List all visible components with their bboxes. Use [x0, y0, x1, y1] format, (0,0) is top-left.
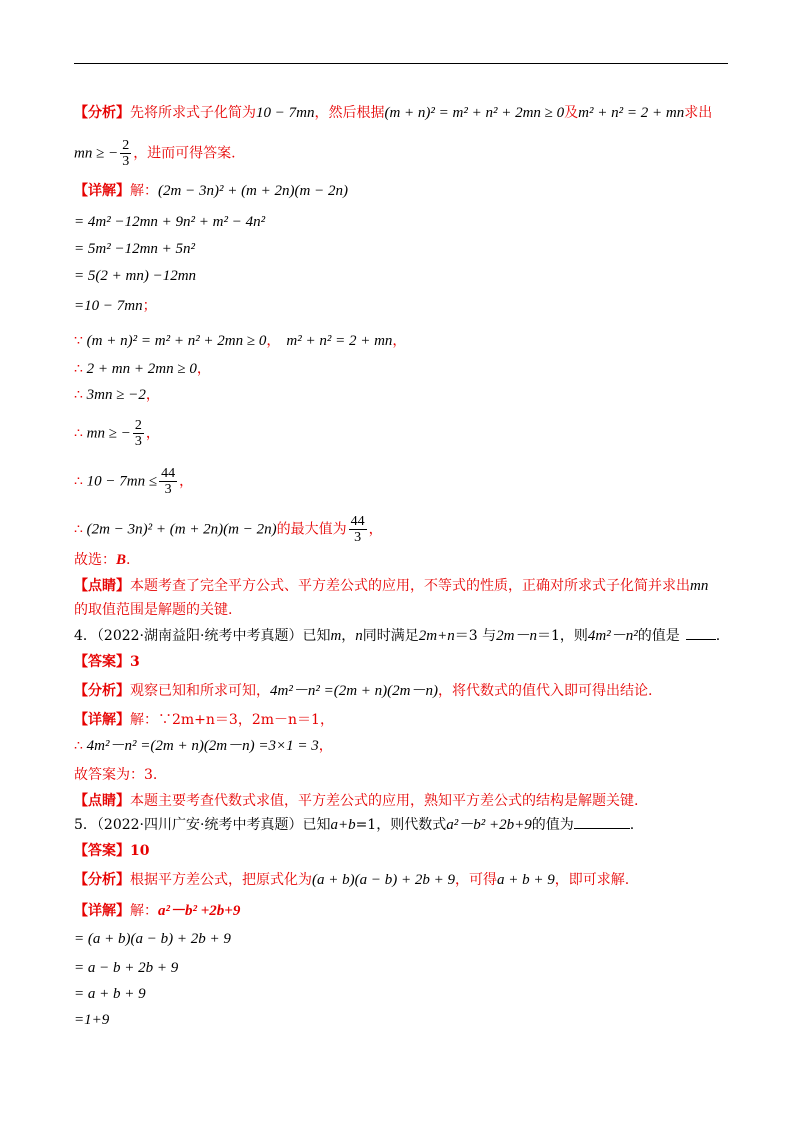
analysis-text: ，然后根据: [314, 105, 385, 121]
punctuation: ，: [196, 361, 211, 377]
punctuation: .: [715, 628, 721, 644]
punctuation: ，: [145, 425, 160, 442]
therefore-symbol: ∴: [74, 521, 83, 538]
math-expr: a + b + 9: [496, 872, 555, 888]
punctuation: ，: [145, 387, 160, 403]
detail-text: 解：: [130, 183, 158, 199]
therefore-line: [74, 466, 193, 497]
math-expr: 2 + mn + 2mn ≥ 0: [82, 361, 197, 377]
analysis-text: ，将代数式的值代入即可得出结论.: [437, 683, 653, 699]
fraction: [159, 466, 177, 497]
answer-value: 3: [130, 654, 140, 670]
final-answer-text: 故答案为：3.: [74, 767, 158, 783]
punctuation: ，: [179, 473, 194, 490]
math-expr: 2m－n: [496, 628, 537, 644]
choice-answer: B: [116, 552, 127, 568]
math-expr: (a + b)(a − b) + 2b + 9: [312, 872, 455, 888]
comment-label: 【点睛】: [74, 793, 130, 809]
q3-analysis-line1: [74, 104, 712, 122]
math-step: = a + b + 9: [74, 986, 146, 1002]
q4-detail: [74, 711, 334, 729]
therefore-line: [74, 514, 383, 545]
fraction-denominator: 3: [354, 530, 362, 545]
math-step: =1+9: [74, 1012, 110, 1028]
math-var: n: [355, 628, 363, 644]
fraction: [133, 418, 144, 449]
q5-stem: [74, 816, 634, 834]
therefore-symbol: ∴: [74, 387, 83, 403]
math-expr: 10 − 7mn: [256, 105, 315, 121]
math-expr: 10 − 7mn ≤: [82, 473, 158, 490]
detail-label: 【详解】: [74, 712, 130, 728]
because-symbol: ∵: [74, 333, 83, 349]
math-step: = 5(2 + mn) −12mn: [74, 268, 197, 284]
comment-text: 本题主要考查代数式求值，平方差公式的应用，熟知平方差公式的结构是解题关键.: [130, 793, 639, 809]
punctuation: ，: [266, 333, 281, 349]
punctuation: ；: [142, 298, 157, 314]
fraction: [120, 138, 131, 169]
punctuation: .: [126, 552, 131, 568]
fraction-numerator: 44: [350, 514, 365, 529]
header-rule: [74, 63, 728, 64]
punctuation: ，: [318, 738, 333, 754]
analysis-text: 先将所求式子化简为: [130, 105, 256, 121]
choose-line: [74, 551, 130, 569]
fraction-numerator: 2: [134, 418, 142, 433]
fraction: [349, 514, 367, 545]
math-step: =10 − 7mn: [74, 298, 143, 314]
comment-label: 【点睛】: [74, 578, 130, 594]
detail-label: 【详解】: [74, 183, 130, 199]
therefore-line: [74, 360, 211, 378]
therefore-line: [74, 418, 160, 449]
therefore-symbol: ∴: [74, 425, 83, 442]
comment-text: 本题考查了完全平方公式、平方差公式的应用，不等式的性质，正确对所求式子化简并求出: [130, 578, 690, 594]
math-expr: 2m+n: [418, 628, 455, 644]
therefore-line: [74, 386, 160, 404]
math-expr: a²－b² +2b+9: [446, 817, 532, 833]
analysis-text: 观察已知和所求可知，: [130, 683, 270, 699]
question-text: ＝1，则: [536, 628, 588, 644]
q4-comment: [74, 792, 638, 810]
question-text: 已知: [302, 817, 331, 833]
math-step-line: [74, 297, 157, 315]
q5-analysis: [74, 871, 629, 889]
analysis-text: ，即可求解.: [554, 872, 630, 888]
math-step: = (a + b)(a − b) + 2b + 9: [74, 931, 231, 947]
fraction-denominator: 3: [164, 482, 172, 497]
math-expr: m² + n² = 2 + mn: [578, 105, 685, 121]
answer-value: 10: [130, 843, 150, 859]
punctuation: ，: [368, 521, 383, 538]
q3-analysis-line2: [74, 138, 236, 169]
q5-detail: [74, 902, 240, 920]
math-expr: 4m²－n² =(2m + n)(2m－n) =3×1 = 3: [82, 738, 319, 754]
punctuation: ，: [392, 333, 407, 349]
math-expr: (m + n)² = m² + n² + 2mn ≥ 0: [384, 105, 565, 121]
analysis-text: ，可得: [454, 872, 497, 888]
answer-blank: [574, 816, 630, 829]
q4-analysis: [74, 682, 652, 700]
question-source: （2022·湖南益阳·统考中考真题）: [96, 628, 303, 644]
answer-label: 【答案】: [74, 843, 130, 859]
math-expr: a+b: [330, 817, 356, 833]
therefore-symbol: ∴: [74, 738, 83, 754]
choose-text: 故选：: [74, 552, 116, 568]
fraction-numerator: 44: [161, 466, 176, 481]
math-expr: (m + n)² = m² + n² + 2mn ≥ 0: [82, 333, 267, 349]
fraction-numerator: 2: [122, 138, 130, 153]
question-text: 的值是: [637, 628, 680, 644]
analysis-label: 【分析】: [74, 872, 130, 888]
math-step: = 4m² −12mn + 9n² + m² − 4n²: [74, 214, 266, 230]
analysis-text: ，进而可得答案.: [133, 145, 236, 162]
math-var: m: [330, 628, 342, 644]
math-expr: (2m − 3n)² + (m + 2n)(m − 2n): [82, 521, 277, 538]
math-expr: mn ≥ −: [82, 425, 131, 442]
analysis-text: 求出: [684, 105, 713, 121]
conclusion-text: 的最大值为: [276, 521, 347, 538]
math-expr: 4m²－n² =(2m + n)(2m－n): [270, 683, 438, 699]
because-line: [74, 332, 406, 350]
math-expr: m² + n² = 2 + mn: [286, 333, 393, 349]
detail-label: 【详解】: [74, 903, 130, 919]
q5-answer: [74, 842, 149, 860]
detail-text: 解：: [130, 903, 158, 919]
math-step: = 5m² −12mn + 5n²: [74, 241, 196, 257]
question-text: 已知: [302, 628, 331, 644]
detail-text: 解：∵2m+n＝3，2m－n＝1，: [130, 712, 334, 728]
q4-stem: [74, 627, 720, 645]
therefore-symbol: ∴: [74, 361, 83, 377]
analysis-text: 根据平方差公式，把原式化为: [130, 872, 312, 888]
question-text: 同时满足: [362, 628, 419, 644]
question-number: 5．: [74, 817, 97, 833]
fraction-denominator: 3: [134, 434, 142, 449]
math-expr: 4m²－n²: [587, 628, 638, 644]
question-number: 4．: [74, 628, 97, 644]
math-expr: a²－b² +2b+9: [158, 903, 241, 919]
answer-blank: [686, 627, 716, 640]
analysis-label: 【分析】: [74, 105, 130, 121]
math-expr: mn ≥ −: [74, 145, 119, 162]
answer-label: 【答案】: [74, 654, 130, 670]
math-step: = a − b + 2b + 9: [74, 960, 179, 976]
math-expr: mn: [690, 578, 709, 594]
analysis-text: 及: [564, 105, 579, 121]
q3-comment-line1: [74, 577, 708, 595]
therefore-symbol: ∴: [74, 473, 83, 490]
question-source: （2022·四川广安·统考中考真题）: [96, 817, 303, 833]
math-expr: 3mn ≥ −2: [82, 387, 146, 403]
question-text: ＝3 与: [454, 628, 497, 644]
comment-text: 的取值范围是解题的关键.: [74, 602, 233, 618]
q4-answer: [74, 653, 140, 671]
punctuation: ，: [341, 628, 356, 644]
math-expr: (2m − 3n)² + (m + 2n)(m − 2n): [158, 183, 348, 199]
q4-therefore: [74, 737, 333, 755]
analysis-label: 【分析】: [74, 683, 130, 699]
question-text: 的值为: [531, 817, 574, 833]
punctuation: .: [629, 817, 635, 833]
fraction-denominator: 3: [122, 154, 130, 169]
question-text: =1，则代数式: [355, 817, 447, 833]
q3-detail-line: [74, 182, 348, 200]
